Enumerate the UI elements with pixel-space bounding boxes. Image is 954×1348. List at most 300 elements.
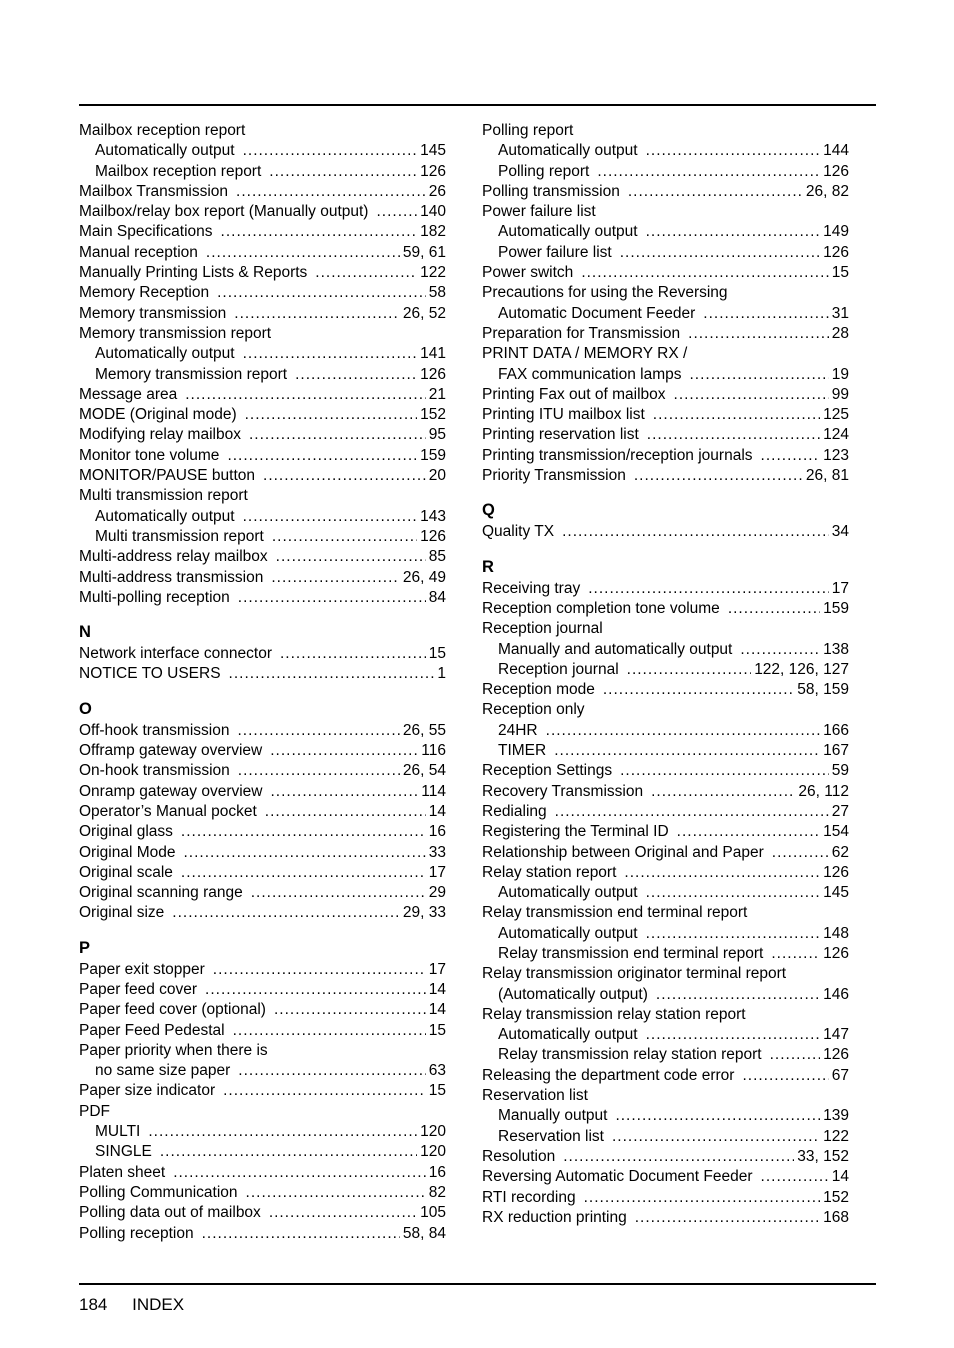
dot-leader: [546, 721, 820, 741]
index-subentry: [482, 944, 849, 964]
dot-leader: [761, 1167, 829, 1187]
dot-leader: [173, 1163, 426, 1183]
index-entry: [482, 1086, 849, 1106]
index-letter-heading: O: [79, 699, 92, 718]
index-entry: [482, 385, 849, 405]
entry-page-ref: 63: [428, 1062, 446, 1080]
entry-page-ref: 126: [420, 365, 446, 383]
dot-leader: [627, 660, 752, 680]
dot-leader: [251, 883, 426, 903]
index-entry: [482, 522, 849, 542]
index-entry: [482, 324, 849, 344]
entry-label: Original scale: [79, 863, 173, 881]
dot-leader: [772, 843, 829, 863]
dot-leader: [238, 1061, 425, 1081]
entry-page-ref: 126: [823, 944, 849, 962]
index-entry: [79, 664, 446, 684]
dot-leader: [620, 761, 829, 781]
dot-leader: [555, 802, 829, 822]
entry-page-ref: 16: [428, 823, 446, 841]
index-entry: [79, 588, 446, 608]
dot-leader: [563, 1147, 794, 1167]
header-rule: [79, 104, 876, 106]
dot-leader: [603, 680, 794, 700]
entry-page-ref: 124: [823, 426, 849, 444]
entry-page-ref: 26: [428, 182, 446, 200]
entry-page-ref: 99: [831, 385, 849, 403]
entry-label: Mailbox Transmission: [79, 182, 229, 200]
dot-leader: [581, 263, 828, 283]
entry-label: MODE (Original mode): [79, 406, 237, 424]
entry-label: Power failure list: [498, 243, 612, 261]
entry-label: 24HR: [498, 721, 538, 739]
entry-label: Polling data out of mailbox: [79, 1204, 261, 1222]
entry-page-ref: 14: [428, 1001, 446, 1019]
entry-label: Priority Transmission: [482, 467, 626, 485]
dot-leader: [206, 243, 400, 263]
entry-page-ref: 145: [823, 884, 849, 902]
entry-page-ref: 26, 52: [402, 304, 446, 322]
dot-leader: [263, 466, 426, 486]
dot-leader: [646, 222, 821, 242]
dot-leader: [213, 960, 426, 980]
entry-label: Memory Reception: [79, 284, 210, 302]
dot-leader: [597, 162, 820, 182]
index-entry: [79, 466, 446, 486]
entry-page-ref: 143: [420, 507, 446, 525]
entry-label: Relationship between Original and Paper: [482, 843, 764, 861]
index-entry: [482, 1005, 849, 1025]
index-entry: [79, 782, 446, 802]
entry-label: MONITOR/PAUSE button: [79, 467, 256, 485]
entry-label: Power switch: [482, 264, 574, 282]
dot-leader: [653, 405, 820, 425]
entry-label: Relay transmission originator terminal report: [482, 965, 787, 983]
dot-leader: [690, 365, 829, 385]
entry-page-ref: 59: [831, 762, 849, 780]
entry-page-ref: 168: [823, 1208, 849, 1226]
index-subentry: [482, 660, 849, 680]
entry-page-ref: 141: [420, 345, 446, 363]
entry-label: Registering the Terminal ID: [482, 823, 669, 841]
entry-label: Automatically output: [95, 507, 235, 525]
index-entry: [79, 446, 446, 466]
dot-leader: [172, 903, 400, 923]
entry-page-ref: 15: [428, 1021, 446, 1039]
index-entry: [482, 863, 849, 883]
dot-leader: [185, 385, 426, 405]
entry-label: Original Mode: [79, 843, 176, 861]
entry-label: Memory transmission: [79, 304, 227, 322]
entry-label: Relay station report: [482, 863, 617, 881]
index-entry: [482, 802, 849, 822]
index-entry: [79, 263, 446, 283]
entry-page-ref: 147: [823, 1026, 849, 1044]
entry-label: Reception only: [482, 701, 585, 719]
dot-leader: [646, 924, 821, 944]
index-entry: [482, 121, 849, 141]
index-entry: [79, 405, 446, 425]
dot-leader: [238, 761, 400, 781]
dot-leader: [651, 782, 795, 802]
dot-leader: [646, 883, 821, 903]
entry-label: FAX communication lamps: [498, 365, 682, 383]
index-entry: [482, 344, 849, 364]
dot-leader: [243, 141, 418, 161]
entry-page-ref: 26, 82: [805, 182, 849, 200]
entry-page-ref: 21: [428, 385, 446, 403]
index-entry: [79, 425, 446, 445]
entry-label: Mailbox/relay box report (Manually output): [79, 203, 369, 221]
entry-page-ref: 126: [823, 162, 849, 180]
entry-label: Paper feed cover (optional): [79, 1001, 266, 1019]
dot-leader: [271, 568, 400, 588]
index-entry: [79, 1183, 446, 1203]
entry-label: Relay transmission end terminal report: [482, 904, 748, 922]
index-subentry: [79, 344, 446, 364]
dot-leader: [728, 599, 820, 619]
index-entry: [482, 903, 849, 923]
dot-leader: [315, 263, 417, 283]
index-entry: [482, 700, 849, 720]
dot-leader: [269, 1203, 417, 1223]
entry-label: Multi-address transmission: [79, 568, 264, 586]
index-entry: [482, 1208, 849, 1228]
index-entry: [482, 425, 849, 445]
entry-page-ref: 26, 81: [805, 467, 849, 485]
index-entry: [482, 680, 849, 700]
entry-label: RX reduction printing: [482, 1208, 627, 1226]
entry-label: Reception Settings: [482, 762, 613, 780]
index-subentry: [482, 741, 849, 761]
entry-label: Polling reception: [79, 1224, 194, 1242]
index-entry: [79, 741, 446, 761]
index-entry: [79, 644, 446, 664]
dot-leader: [646, 141, 821, 161]
dot-leader: [280, 644, 426, 664]
entry-page-ref: 140: [420, 203, 446, 221]
dot-leader: [221, 222, 418, 242]
dot-leader: [647, 425, 820, 445]
section-title: INDEX: [132, 1295, 185, 1314]
index-entry: [79, 1224, 446, 1244]
dot-leader: [205, 980, 426, 1000]
index-entry: [79, 283, 446, 303]
dot-leader: [243, 507, 418, 527]
dot-leader: [271, 782, 419, 802]
dot-leader: [562, 522, 829, 542]
entry-label: Platen sheet: [79, 1163, 166, 1181]
entry-label: Multi transmission report: [95, 527, 264, 545]
entry-label: Relay transmission relay station report: [482, 1005, 746, 1023]
index-subentry: [482, 924, 849, 944]
dot-leader: [276, 547, 426, 567]
index-subentry: [482, 162, 849, 182]
dot-leader: [181, 863, 426, 883]
index-entry: [79, 863, 446, 883]
entry-label: Paper exit stopper: [79, 960, 205, 978]
index-subentry: [79, 1142, 446, 1162]
entry-label: Message area: [79, 385, 178, 403]
entry-page-ref: 26, 55: [402, 721, 446, 739]
index-entry: [79, 802, 446, 822]
entry-label: On-hook transmission: [79, 762, 230, 780]
entry-page-ref: 29, 33: [402, 904, 446, 922]
entry-page-ref: 123: [823, 446, 849, 464]
index-entry: [79, 1203, 446, 1223]
entry-page-ref: 62: [831, 843, 849, 861]
index-entry: [79, 568, 446, 588]
index-entry: [79, 1000, 446, 1020]
entry-label: Relay transmission relay station report: [498, 1046, 762, 1064]
entry-label: Printing Fax out of mailbox: [482, 385, 666, 403]
entry-page-ref: 144: [823, 142, 849, 160]
index-subentry: [79, 365, 446, 385]
index-entry: [79, 243, 446, 263]
dot-leader: [628, 182, 803, 202]
dot-leader: [227, 446, 417, 466]
index-entry: [482, 466, 849, 486]
entry-label: Paper priority when there is: [79, 1041, 268, 1059]
index-entry: [79, 547, 446, 567]
entry-page-ref: 152: [420, 406, 446, 424]
index-subentry: [482, 365, 849, 385]
dot-leader: [761, 446, 821, 466]
index-entry: [482, 1147, 849, 1167]
entry-label: Manual reception: [79, 243, 198, 261]
index-entry: [79, 121, 446, 141]
index-entry: [482, 822, 849, 842]
footer-rule: [79, 1283, 876, 1285]
entry-label: Original size: [79, 904, 165, 922]
entry-label: Automatically output: [498, 142, 638, 160]
dot-leader: [620, 243, 820, 263]
entry-label: PRINT DATA / MEMORY RX /: [482, 345, 688, 363]
entry-page-ref: 114: [421, 782, 446, 800]
entry-label: Polling report: [482, 122, 574, 139]
dot-leader: [656, 985, 820, 1005]
index-entry: [79, 721, 446, 741]
index-entry: [482, 1066, 849, 1086]
index-entry: [482, 405, 849, 425]
index-entry: [482, 446, 849, 466]
entry-page-ref: 149: [823, 223, 849, 241]
dot-leader: [270, 741, 418, 761]
entry-page-ref: 17: [428, 960, 446, 978]
dot-leader: [184, 843, 426, 863]
entry-label: Reception journal: [482, 620, 603, 638]
dot-leader: [624, 863, 820, 883]
entry-label: Automatically output: [95, 345, 235, 363]
dot-leader: [246, 1183, 426, 1203]
entry-page-ref: 85: [428, 548, 446, 566]
index-entry: [79, 843, 446, 863]
entry-label: Redialing: [482, 802, 547, 820]
index-entry: [482, 579, 849, 599]
entry-page-ref: 15: [831, 264, 849, 282]
entry-page-ref: 95: [428, 426, 446, 444]
entry-page-ref: 20: [428, 467, 446, 485]
entry-label: Multi-address relay mailbox: [79, 548, 268, 566]
index-subentry: [79, 162, 446, 182]
dot-leader: [269, 162, 417, 182]
dot-leader: [646, 1025, 821, 1045]
index-subentry: [482, 304, 849, 324]
entry-page-ref: 84: [428, 588, 446, 606]
entry-label: Paper feed cover: [79, 980, 198, 998]
entry-label: Manually output: [498, 1107, 608, 1125]
dot-leader: [181, 822, 426, 842]
entry-page-ref: 126: [823, 863, 849, 881]
index-letter-heading: P: [79, 938, 91, 957]
index-entry: [482, 599, 849, 619]
entry-label: Mailbox reception report: [95, 162, 262, 180]
entry-page-ref: 152: [823, 1188, 849, 1206]
index-subentry: [482, 243, 849, 263]
entry-label: Memory transmission report: [79, 324, 272, 342]
entry-page-ref: 28: [831, 324, 849, 342]
index-letter-heading: R: [482, 557, 494, 576]
dot-leader: [249, 425, 426, 445]
entry-page-ref: 139: [823, 1107, 849, 1125]
dot-leader: [238, 588, 426, 608]
entry-page-ref: 26, 54: [402, 762, 446, 780]
dot-leader: [265, 802, 426, 822]
entry-page-ref: 166: [823, 721, 849, 739]
entry-page-ref: 125: [823, 406, 849, 424]
entry-label: Offramp gateway overview: [79, 742, 263, 760]
entry-page-ref: 126: [823, 1046, 849, 1064]
entry-label: Multi-polling reception: [79, 588, 230, 606]
entry-label: Paper Feed Pedestal: [79, 1021, 225, 1039]
entry-page-ref: 148: [823, 924, 849, 942]
entry-label: Reservation list: [482, 1087, 588, 1105]
dot-leader: [584, 1188, 821, 1208]
index-entry: [79, 960, 446, 980]
index-entry: [79, 486, 446, 506]
index-entry: [79, 980, 446, 1000]
dot-leader: [635, 1208, 820, 1228]
dot-leader: [615, 1106, 820, 1126]
entry-page-ref: 105: [420, 1204, 446, 1222]
entry-label: (Automatically output): [498, 985, 648, 1003]
entry-page-ref: 17: [428, 863, 446, 881]
dot-leader: [740, 640, 820, 660]
dot-leader: [677, 822, 820, 842]
entry-page-ref: 58, 84: [402, 1224, 446, 1242]
index-entry: [79, 385, 446, 405]
entry-label: Precautions for using the Reversing: [482, 284, 728, 302]
index-subentry: [482, 1106, 849, 1126]
entry-label: MULTI: [95, 1123, 141, 1141]
entry-page-ref: 145: [420, 142, 446, 160]
dot-leader: [229, 664, 435, 684]
entry-label: Main Specifications: [79, 223, 213, 241]
index-letter-heading: N: [79, 623, 91, 642]
dot-leader: [588, 579, 829, 599]
entry-label: Reservation list: [498, 1127, 604, 1145]
entry-page-ref: 182: [420, 223, 446, 241]
entry-page-ref: 82: [428, 1183, 446, 1201]
dot-leader: [703, 304, 828, 324]
index-entry: [482, 1188, 849, 1208]
entry-label: Power failure list: [482, 203, 596, 221]
index-entry: [482, 761, 849, 781]
entry-label: Automatically output: [498, 223, 638, 241]
index-subentry: [482, 222, 849, 242]
index-subentry: [482, 883, 849, 903]
entry-page-ref: 14: [428, 980, 446, 998]
entry-page-ref: 120: [420, 1123, 446, 1141]
dot-leader: [295, 365, 417, 385]
entry-page-ref: 122: [823, 1127, 849, 1145]
dot-leader: [233, 1021, 426, 1041]
entry-label: Automatically output: [498, 924, 638, 942]
entry-page-ref: 167: [823, 742, 849, 760]
entry-page-ref: 17: [831, 579, 849, 597]
entry-page-ref: 116: [421, 742, 446, 760]
entry-label: Manually and automatically output: [498, 640, 733, 658]
index-entry: [79, 1163, 446, 1183]
page-footer: [79, 1294, 184, 1316]
index-entry: [482, 182, 849, 202]
entry-page-ref: 159: [823, 599, 849, 617]
entry-label: RTI recording: [482, 1188, 576, 1206]
entry-page-ref: 15: [428, 645, 446, 663]
entry-page-ref: 122, 126, 127: [754, 660, 849, 678]
index-subentry: [79, 527, 446, 547]
index-subentry: [482, 1025, 849, 1045]
entry-label: Manually Printing Lists & Reports: [79, 264, 308, 282]
entry-page-ref: 126: [823, 243, 849, 261]
index-subentry: [79, 1122, 446, 1142]
entry-label: Polling transmission: [482, 182, 620, 200]
entry-label: Printing transmission/reception journals: [482, 446, 753, 464]
entry-label: Preparation for Transmission: [482, 324, 681, 342]
dot-leader: [237, 721, 399, 741]
entry-label: Relay transmission end terminal report: [498, 944, 764, 962]
dot-leader: [274, 1000, 426, 1020]
index-subentry: [79, 141, 446, 161]
dot-leader: [771, 944, 820, 964]
dot-leader: [688, 324, 829, 344]
entry-label: Releasing the department code error: [482, 1066, 735, 1084]
index-entry: [79, 202, 446, 222]
entry-page-ref: 126: [420, 527, 446, 545]
entry-page-ref: 67: [831, 1066, 849, 1084]
entry-page-ref: 159: [420, 446, 446, 464]
entry-page-ref: 33, 152: [797, 1147, 849, 1165]
dot-leader: [674, 385, 829, 405]
entry-label: Automatically output: [498, 1026, 638, 1044]
dot-leader: [612, 1127, 820, 1147]
dot-leader: [770, 1045, 821, 1065]
entry-page-ref: 1: [437, 665, 446, 683]
dot-leader: [234, 304, 400, 324]
entry-page-ref: 126: [420, 162, 446, 180]
entry-label: Memory transmission report: [95, 365, 288, 383]
index-entry: [482, 263, 849, 283]
index-entry: [79, 1081, 446, 1101]
index-column-left: [79, 121, 446, 1244]
index-entry: [482, 964, 849, 984]
index-entry: [79, 324, 446, 344]
entry-page-ref: 26, 49: [402, 568, 446, 586]
dot-leader: [272, 527, 417, 547]
dot-leader: [554, 741, 820, 761]
dot-leader: [742, 1066, 828, 1086]
entry-page-ref: 59, 61: [402, 243, 446, 261]
